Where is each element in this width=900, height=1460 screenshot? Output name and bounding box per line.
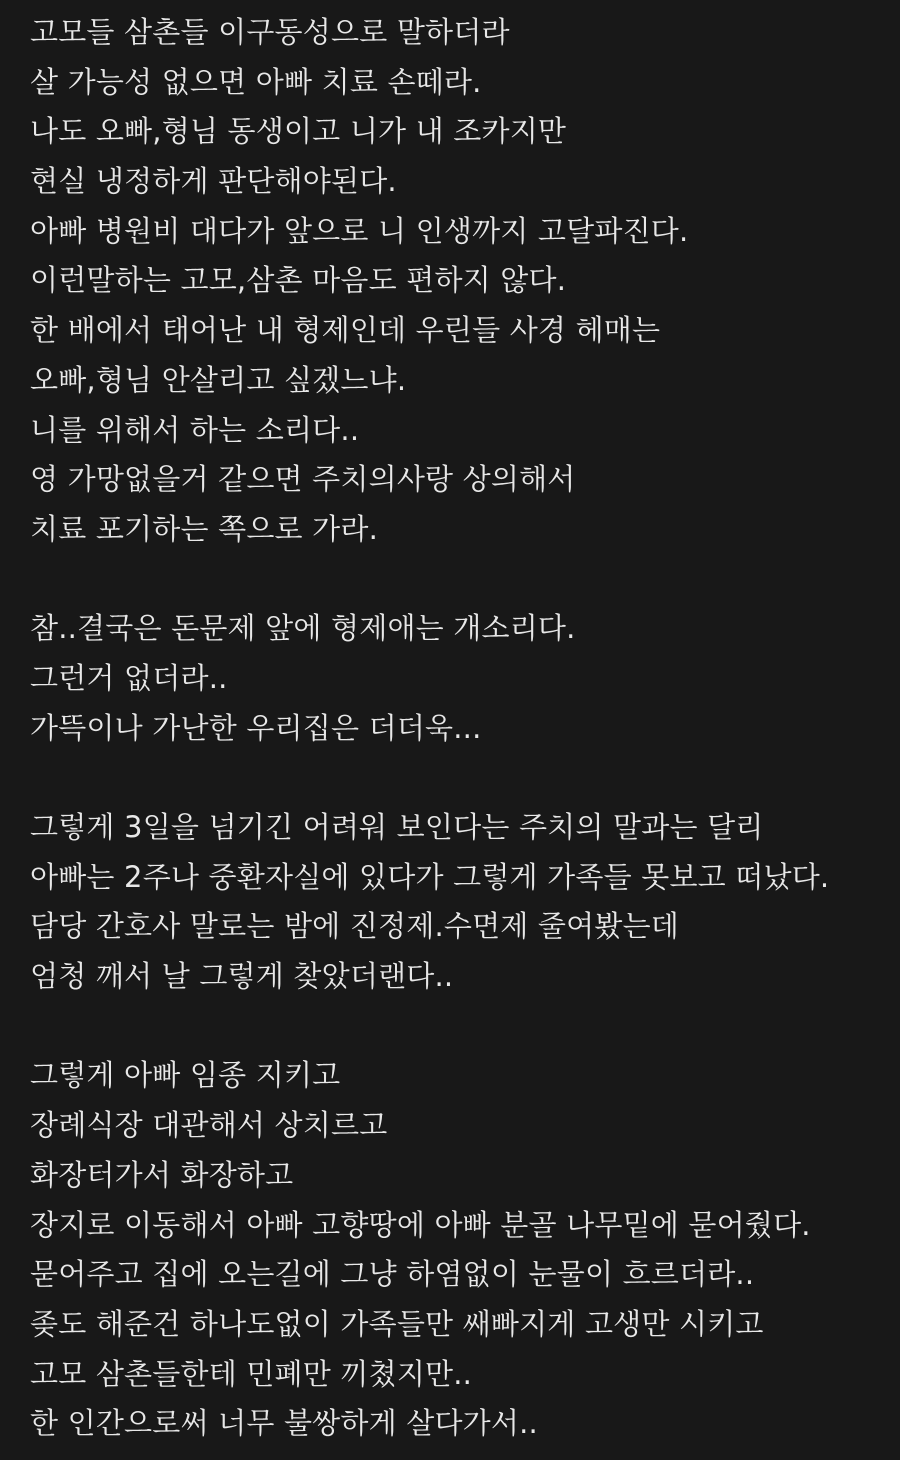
paragraph-break (30, 1002, 890, 1052)
text-line: 그렇게 3일을 넘기긴 어려워 보인다는 주치의 말과는 달리 (30, 810, 764, 844)
text-line: 오빠,형님 안살리고 싶겠느냐. (30, 362, 407, 397)
text-line: 고모 삼촌들한테 민폐만 끼쳤지만.. (30, 1356, 473, 1391)
text-line: 영 가망없을거 같으면 주치의사랑 상의해서 (30, 462, 576, 497)
text-line: 고모들 삼촌들 이구동성으로 말하더라 (30, 15, 510, 49)
paragraph (30, 803, 890, 1002)
text-line: 담당 간호사 말로는 밤에 진정제.수면제 줄여봤는데 (30, 909, 680, 944)
post-body (30, 8, 890, 1449)
text-line: 좆도 해준건 하나도없이 가족들만 쌔빠지게 고생만 시키고 (30, 1306, 764, 1341)
paragraph (30, 604, 890, 753)
paragraph (30, 1051, 890, 1449)
text-line: 아빠 병원비 대다가 앞으로 니 인생까지 고달파진다. (30, 213, 689, 248)
text-line: 현실 냉정하게 판단해야된다. (30, 164, 397, 199)
text-line: 한 인간으로써 너무 불쌍하게 살다가서.. (30, 1406, 538, 1441)
paragraph-break (30, 753, 890, 803)
text-line: 이런말하는 고모,삼촌 마음도 편하지 않다. (30, 263, 567, 298)
text-line: 니를 위해서 하는 소리다.. (30, 412, 360, 447)
text-line: 참..결국은 돈문제 앞에 형제애는 개소리다. (30, 611, 576, 646)
text-line: 화장터가서 화장하고 (30, 1157, 294, 1192)
text-line: 나도 오빠,형님 동생이고 니가 내 조카지만 (30, 114, 567, 149)
paragraph (30, 8, 890, 555)
text-line: 엄청 깨서 날 그렇게 찾았더랜다.. (30, 959, 454, 994)
paragraph-break (30, 555, 890, 605)
text-line: 그렇게 아빠 임종 지키고 (30, 1058, 341, 1093)
text-line: 아빠는 2주나 중환자실에 있다가 그렇게 가족들 못보고 떠났다. (30, 859, 830, 894)
text-line: 가뜩이나 가난한 우리집은 더더욱... (30, 710, 482, 745)
text-line: 그런거 없더라.. (30, 660, 228, 695)
text-line: 치료 포기하는 쪽으로 가라. (30, 511, 379, 546)
text-line: 장지로 이동해서 아빠 고향땅에 아빠 분골 나무밑에 묻어줬다. (30, 1207, 811, 1242)
text-line: 장례식장 대관해서 상치르고 (30, 1108, 388, 1143)
text-line: 한 배에서 태어난 내 형제인데 우린들 사경 헤매는 (30, 313, 661, 348)
text-line: 묻어주고 집에 오는길에 그냥 하염없이 눈물이 흐르더라.. (30, 1257, 755, 1292)
text-line: 살 가능성 없으면 아빠 치료 손떼라. (30, 64, 482, 99)
